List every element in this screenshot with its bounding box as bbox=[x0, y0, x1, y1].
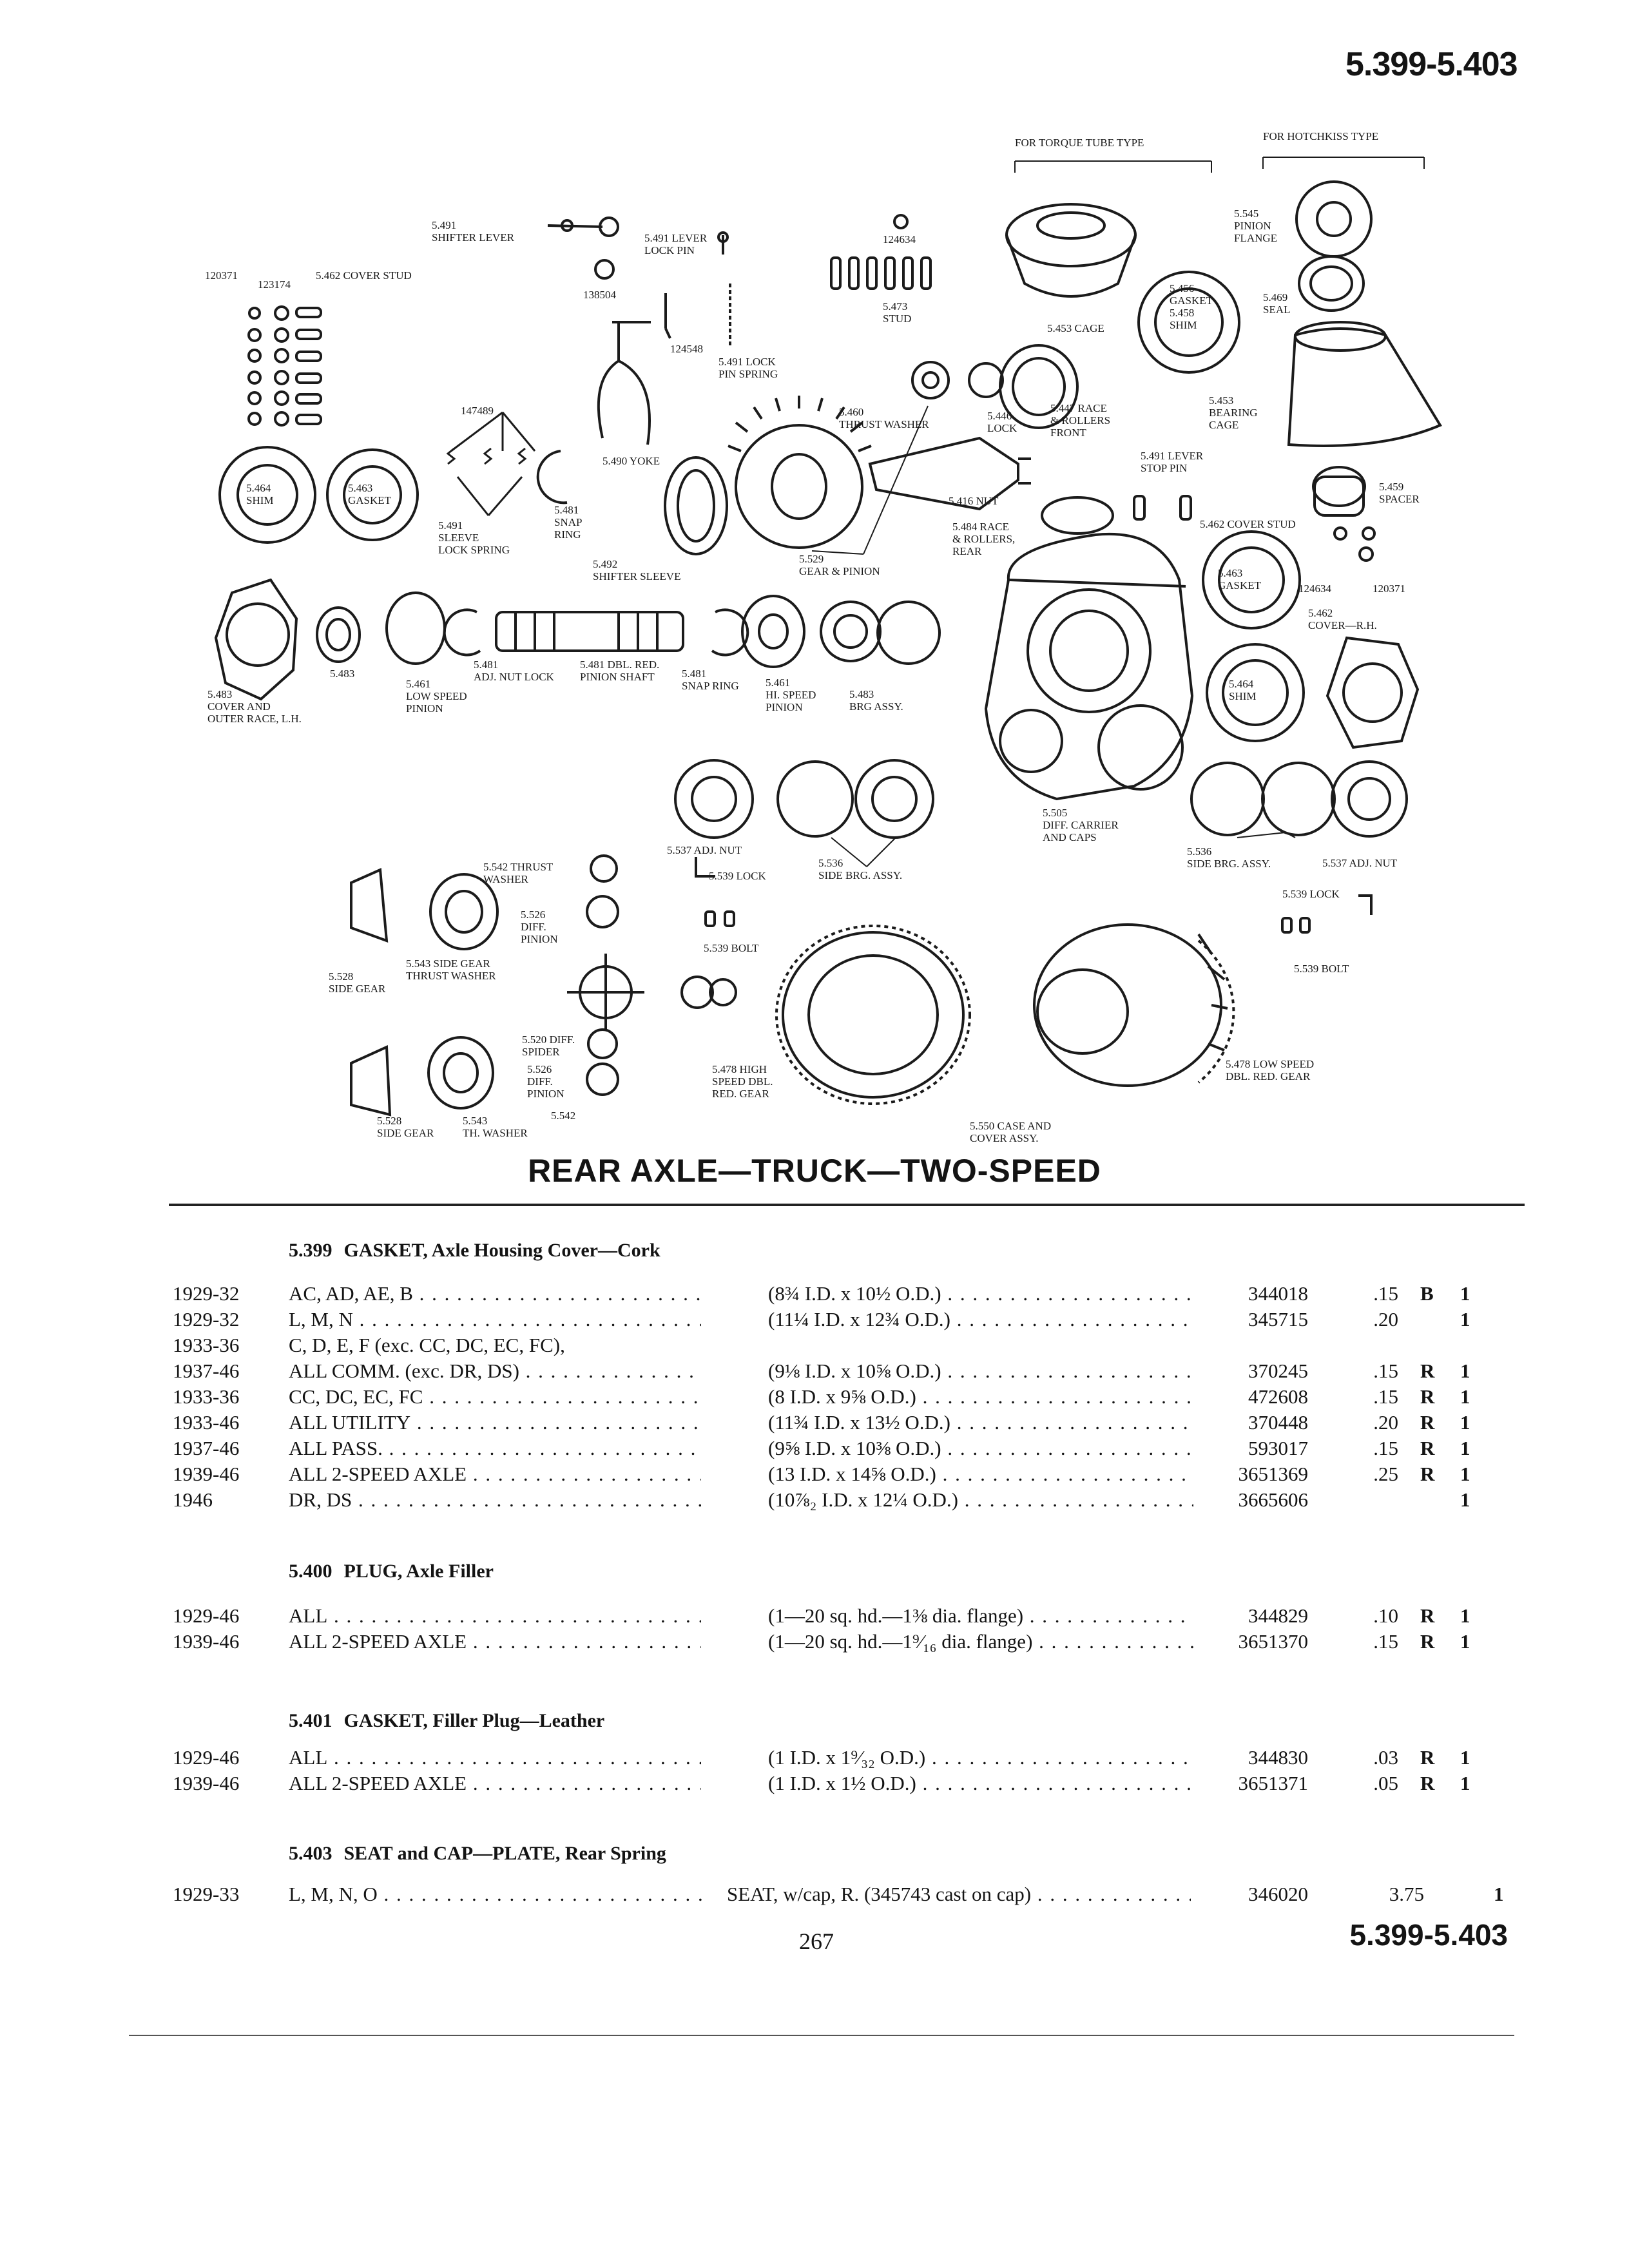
torque-tube-cage bbox=[1000, 204, 1135, 428]
label-lock-pin-spring: 5.491 LOCK PIN SPRING bbox=[718, 356, 778, 380]
label-shim-left: 5.464 SHIM bbox=[246, 482, 274, 506]
label-120371-top: 120371 bbox=[205, 269, 238, 282]
label-race-rollers-front: 5.447 RACE & ROLLERS FRONT bbox=[1050, 402, 1111, 439]
table-row: 1937-46 ALL PASS. . . . (9⅝ I.D. x 10⅜ O.D.) . . . 593017 .15 R 1 bbox=[0, 1437, 1629, 1463]
title-rule bbox=[169, 1204, 1525, 1206]
label-th-washer: 5.543 TH. WASHER bbox=[463, 1115, 528, 1139]
label-shifter-sleeve: 5.492 SHIFTER SLEEVE bbox=[593, 558, 681, 582]
table-row: 1933-46 ALL UTILITY . . . (11¾ I.D. x 13½ O.D.) . . . 370448 .20 R 1 bbox=[0, 1411, 1629, 1437]
label-cage-453: 5.453 CAGE bbox=[1047, 322, 1104, 334]
label-snap-ring: 5.481 SNAP RING bbox=[554, 504, 583, 541]
section-name: PLUG, Axle Filler bbox=[343, 1561, 494, 1582]
table-row: 1946 DR, DS . . . (10⅞₂ I.D. x 12¼ O.D.) . . . 3665606 1 bbox=[0, 1488, 1629, 1514]
page-code-footer: 5.399-5.403 bbox=[1349, 1918, 1508, 1952]
label-cover-stud-left: 5.462 COVER STUD bbox=[316, 269, 412, 282]
label-thrust-washer: 5.460 THRUST WASHER bbox=[839, 406, 929, 430]
label-torque-tube: FOR TORQUE TUBE TYPE bbox=[1015, 137, 1144, 149]
page-code-header: 5.399-5.403 bbox=[1345, 46, 1518, 83]
label-120371-right: 120371 bbox=[1373, 582, 1405, 595]
label-shifter-lever: 5.491 SHIFTER LEVER bbox=[432, 219, 514, 244]
cover-studs-left bbox=[249, 307, 321, 425]
label-diff-pinion-a: 5.526 DIFF. PINION bbox=[521, 908, 558, 945]
label-shim-right: 5.464 SHIM bbox=[1229, 678, 1257, 702]
label-gasket-shim-456: 5.456 GASKET 5.458 SHIM bbox=[1170, 282, 1213, 331]
label-seal: 5.469 SEAL bbox=[1263, 291, 1291, 316]
table-row: 1929-32 L, M, N . . . (11¼ I.D. x 12¾ O.D.) . . . 345715 .20 1 bbox=[0, 1308, 1629, 1334]
yoke-drawing bbox=[599, 322, 650, 445]
label-stud: 5.473 STUD bbox=[883, 300, 912, 325]
label-spacer: 5.459 SPACER bbox=[1379, 481, 1420, 505]
label-case-cover: 5.550 CASE AND COVER ASSY. bbox=[970, 1120, 1052, 1144]
label-124634-top: 124634 bbox=[883, 233, 916, 245]
table-row: 1929-33 L, M, N, O . . . SEAT, w/cap, R. (345743 cast on cap) . . . 346020 3.75 1 bbox=[0, 1883, 1629, 1908]
section-number: 5.400 bbox=[289, 1561, 333, 1582]
table-row: 1939-46 ALL 2-SPEED AXLE . . . (1—20 sq. hd.—1⁹⁄₁₆ dia. flange) . . . 3651370 .15 R 1 bbox=[0, 1630, 1629, 1656]
label-diff-spider: 5.520 DIFF. SPIDER bbox=[522, 1033, 575, 1058]
label-low-speed-gear: 5.478 LOW SPEED DBL. RED. GEAR bbox=[1226, 1058, 1315, 1082]
label-bolt-left: 5.539 BOLT bbox=[704, 942, 759, 954]
section-number: 5.403 bbox=[289, 1843, 333, 1864]
section-5401-heading bbox=[289, 1710, 604, 1732]
section-5399-heading bbox=[289, 1240, 660, 1262]
section-name: GASKET, Filler Plug—Leather bbox=[343, 1710, 605, 1731]
label-138504: 138504 bbox=[583, 289, 616, 301]
section-number: 5.399 bbox=[289, 1240, 333, 1261]
label-lever-lock-pin: 5.491 LEVER LOCK PIN bbox=[644, 232, 708, 256]
label-5542: 5.542 bbox=[551, 1110, 576, 1122]
diff-carrier-drawing bbox=[986, 534, 1192, 799]
label-cover-outer-race: 5.483 COVER AND OUTER RACE, L.H. bbox=[207, 688, 302, 725]
label-adj-nut-lock: 5.481 ADJ. NUT LOCK bbox=[474, 658, 554, 683]
table-row: 1933-36 C, D, E, F (exc. CC, DC, EC, FC), bbox=[173, 1334, 565, 1356]
label-pinion-flange: 5.545 PINION FLANGE bbox=[1234, 207, 1278, 244]
section-name: SEAT and CAP—PLATE, Rear Spring bbox=[343, 1843, 666, 1864]
label-thrust-washer-542: 5.542 THRUST WASHER bbox=[483, 861, 554, 885]
label-side-brg-left: 5.536 SIDE BRG. ASSY. bbox=[818, 857, 903, 881]
label-race-rollers-rear: 5.484 RACE & ROLLERS, REAR bbox=[952, 521, 1016, 557]
label-nut-416: 5.416 NUT bbox=[949, 495, 999, 507]
label-snap-ring-b: 5.481 SNAP RING bbox=[682, 668, 739, 692]
label-side-gear-thrust: 5.543 SIDE GEAR THRUST WASHER bbox=[406, 957, 496, 982]
section-5400-heading bbox=[289, 1561, 494, 1582]
label-gasket-left: 5.463 GASKET bbox=[348, 482, 392, 506]
label-cover-stud-right: 5.462 COVER STUD bbox=[1200, 518, 1296, 530]
label-side-brg-right: 5.536 SIDE BRG. ASSY. bbox=[1187, 845, 1271, 870]
table-row: 1929-46 ALL . . . (1—20 sq. hd.—1⅜ dia. flange) . . . 344829 .10 R 1 bbox=[0, 1604, 1629, 1630]
label-low-speed-pinion: 5.461 LOW SPEED PINION bbox=[406, 678, 467, 715]
label-sleeve-lock-spring: 5.491 SLEEVE LOCK SPRING bbox=[438, 519, 510, 556]
label-lever-stop-pin: 5.491 LEVER STOP PIN bbox=[1141, 450, 1204, 474]
label-gear-pinion: 5.529 GEAR & PINION bbox=[799, 553, 880, 577]
label-cover-rh: 5.462 COVER—R.H. bbox=[1308, 607, 1377, 631]
shifter-lever-drawing bbox=[548, 215, 907, 348]
page-number: 267 bbox=[799, 1928, 834, 1954]
label-147489: 147489 bbox=[461, 405, 494, 417]
label-lock-left: 5.539 LOCK bbox=[709, 870, 766, 882]
label-bearing-cage: 5.453 BEARING CAGE bbox=[1209, 394, 1258, 431]
label-yoke: 5.490 YOKE bbox=[602, 455, 660, 467]
label-adj-nut-right: 5.537 ADJ. NUT bbox=[1322, 857, 1398, 869]
table-row: 1933-36 CC, DC, EC, FC . . . (8 I.D. x 9⅝ O.D.) . . . 472608 .15 R 1 bbox=[0, 1385, 1629, 1411]
label-side-gear-a: 5.528 SIDE GEAR bbox=[329, 970, 386, 995]
label-124548: 124548 bbox=[670, 343, 703, 355]
label-side-gear-b: 5.528 SIDE GEAR bbox=[377, 1115, 434, 1139]
table-row: 1939-46 ALL 2-SPEED AXLE . . . (1 I.D. x 1½ O.D.) . . . 3651371 .05 R 1 bbox=[0, 1772, 1629, 1798]
label-brg-assy: 5.483 BRG ASSY. bbox=[849, 688, 903, 713]
label-adj-nut-left: 5.537 ADJ. NUT bbox=[667, 844, 742, 856]
label-124634-right: 124634 bbox=[1298, 582, 1331, 595]
label-hi-speed-pinion: 5.461 HI. SPEED PINION bbox=[766, 677, 816, 713]
bottom-rule bbox=[129, 2035, 1514, 2036]
section-number: 5.401 bbox=[289, 1710, 333, 1731]
table-row: 1929-32 AC, AD, AE, B . . . (8¾ I.D. x 10½ O.D.) . . . 344018 .15 B 1 bbox=[0, 1282, 1629, 1308]
table-row: 1937-46 ALL COMM. (exc. DR, DS) . . . (9⅛ I.D. x 10⅝ O.D.) . . . 370245 .15 R 1 bbox=[0, 1360, 1629, 1385]
label-hotchkiss: FOR HOTCHKISS TYPE bbox=[1263, 130, 1379, 142]
label-pinion-shaft: 5.481 DBL. RED. PINION SHAFT bbox=[580, 658, 660, 683]
label-high-speed-gear: 5.478 HIGH SPEED DBL. RED. GEAR bbox=[712, 1063, 773, 1100]
label-lock-446: 5.446 LOCK bbox=[987, 410, 1017, 434]
label-diff-pinion-b: 5.526 DIFF. PINION bbox=[527, 1063, 564, 1100]
table-row: 1929-46 ALL . . . (1 I.D. x 1⁹⁄₃₂ O.D.) . . . 344830 .03 R 1 bbox=[0, 1746, 1629, 1772]
label-5483: 5.483 bbox=[330, 668, 355, 680]
section-5403-heading bbox=[289, 1843, 666, 1865]
label-123174: 123174 bbox=[258, 278, 291, 291]
label-bolt-right: 5.539 BOLT bbox=[1294, 963, 1349, 975]
stud-row bbox=[831, 258, 930, 289]
table-row: 1939-46 ALL 2-SPEED AXLE . . . (13 I.D. x 14⅝ O.D.) . . . 3651369 .25 R 1 bbox=[0, 1463, 1629, 1488]
label-lock-right: 5.539 LOCK bbox=[1282, 888, 1340, 900]
section-name: GASKET, Axle Housing Cover—Cork bbox=[343, 1240, 660, 1261]
label-diff-carrier: 5.505 DIFF. CARRIER AND CAPS bbox=[1043, 807, 1119, 843]
label-gasket-right: 5.463 GASKET bbox=[1218, 567, 1262, 591]
page-title: REAR AXLE—TRUCK—TWO-SPEED bbox=[528, 1153, 1101, 1189]
